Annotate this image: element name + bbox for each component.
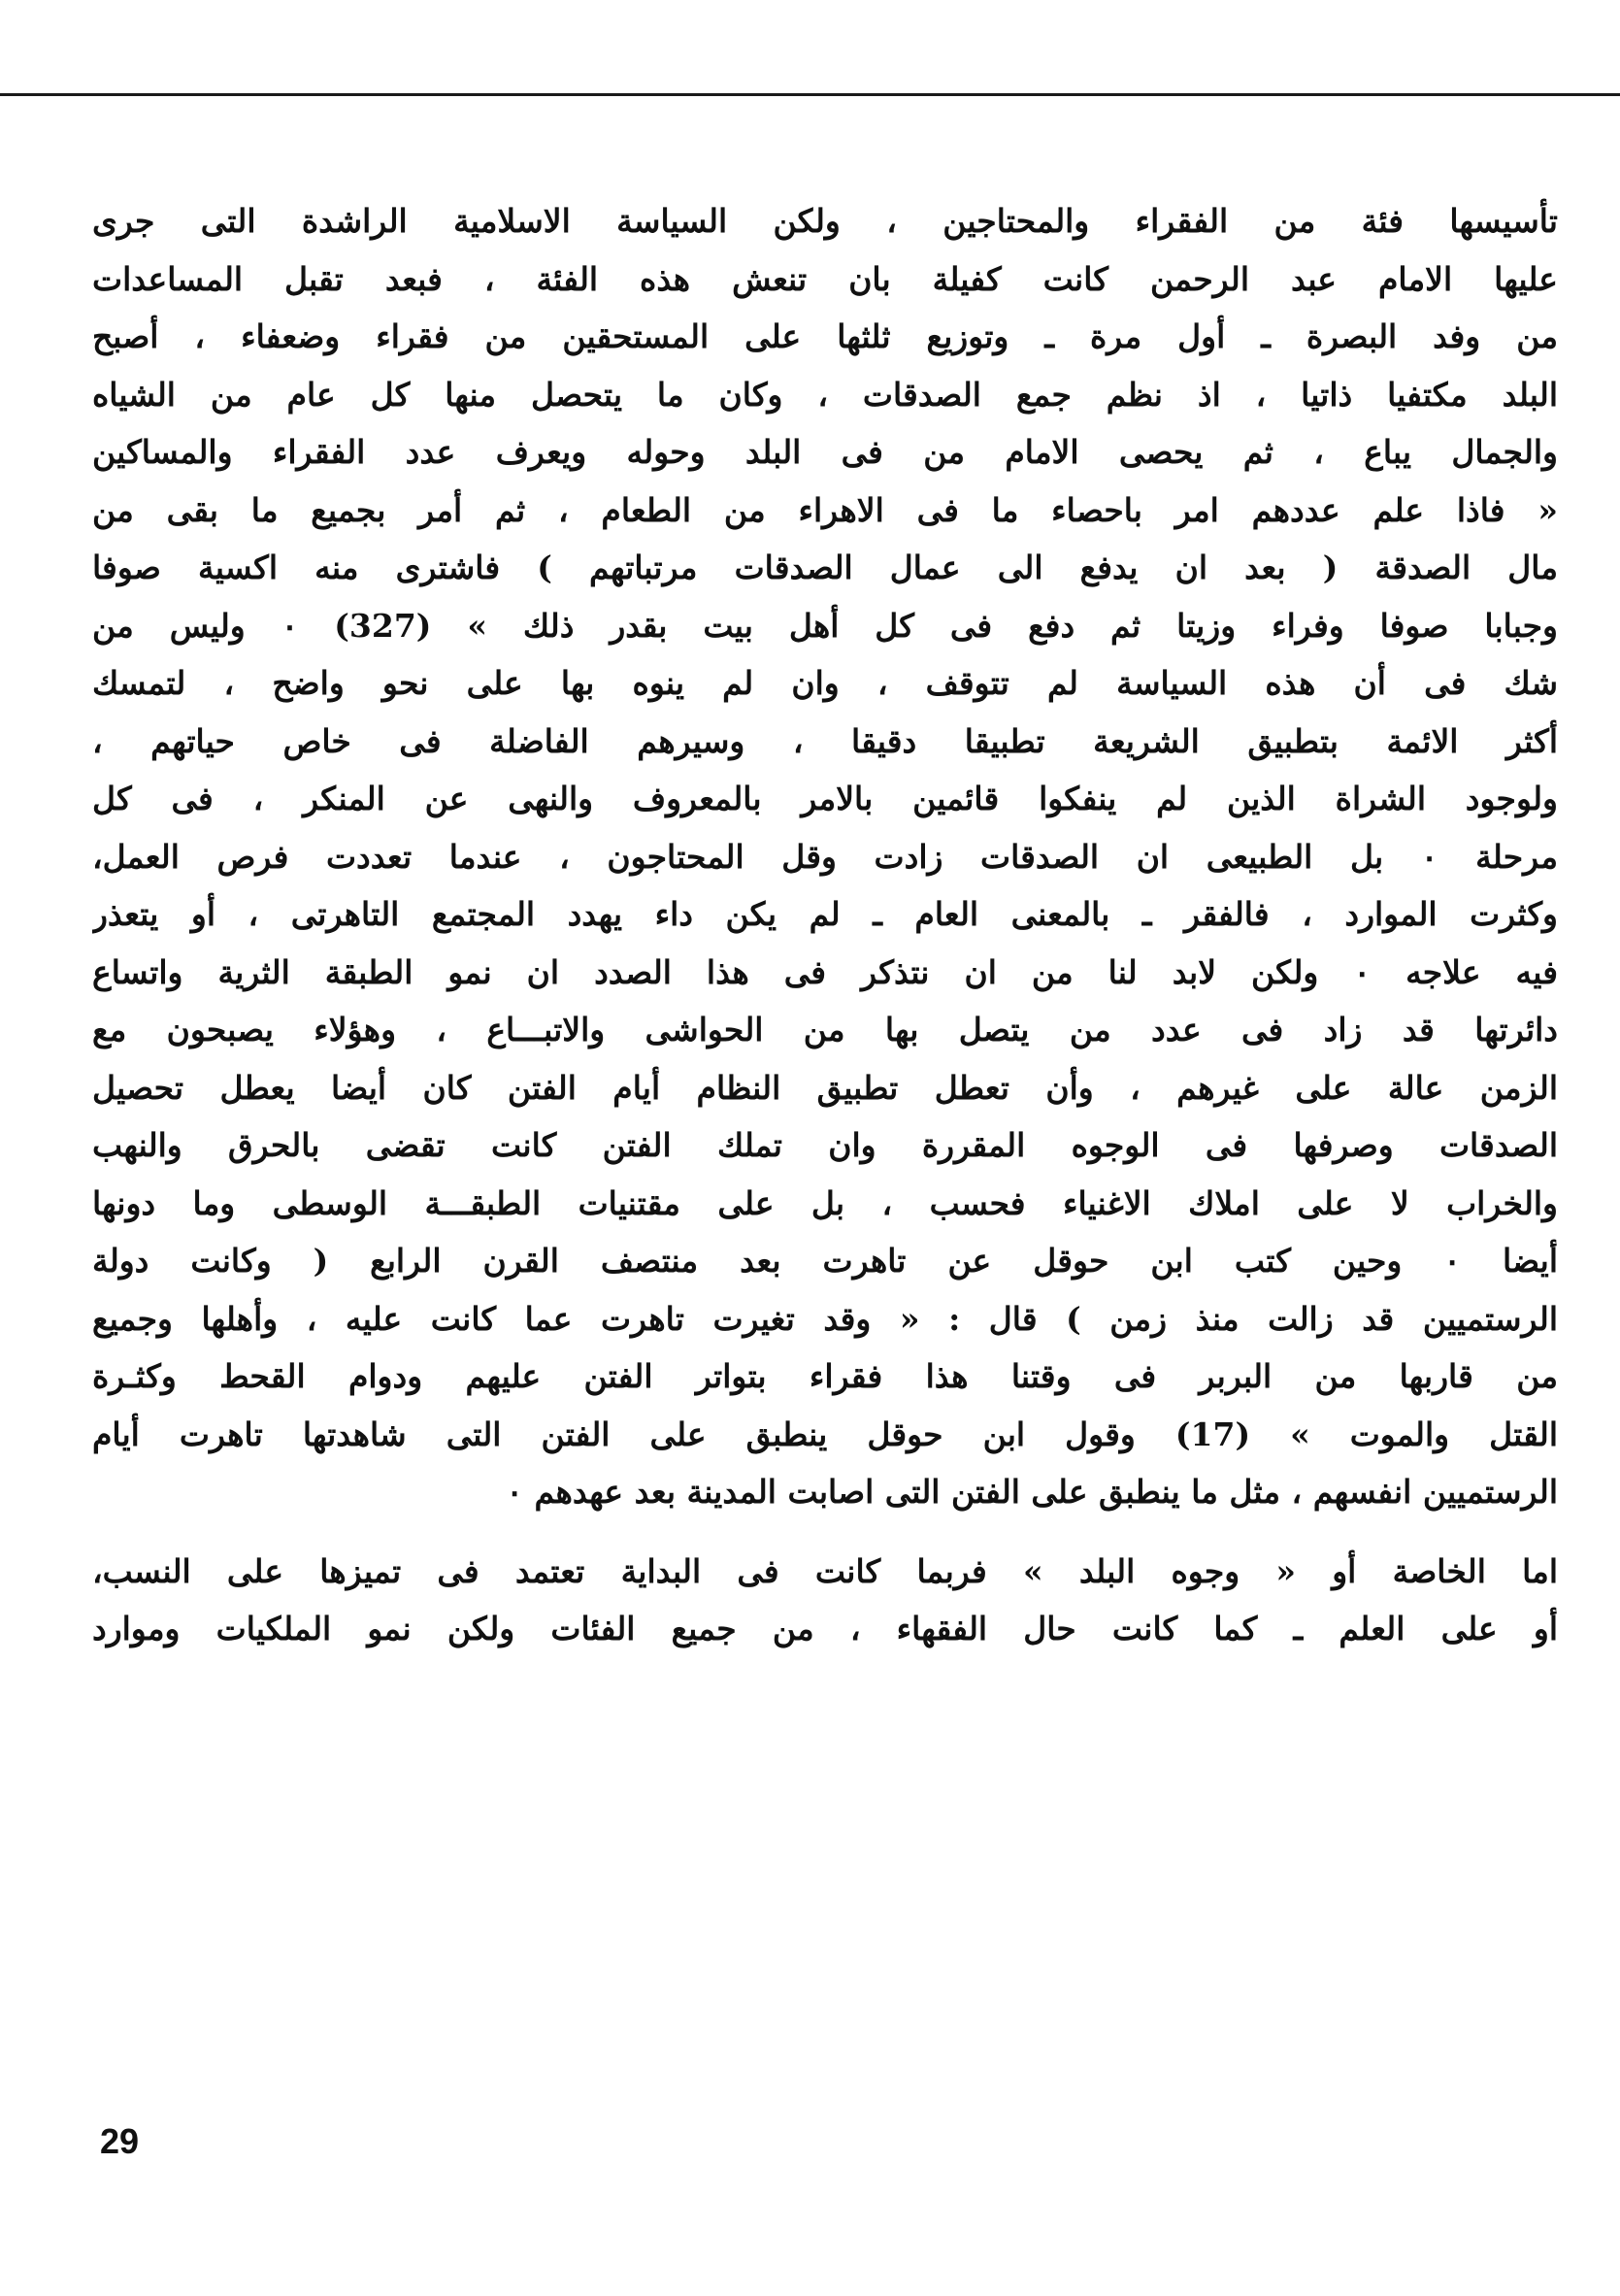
page-number: 29	[100, 2121, 140, 2161]
text-line: ولوجود الشراة الذين لم ينفكوا قائمين بالامر بالمعروف والنهى عن المنكر ، فى كل	[92, 780, 1558, 817]
page-body	[92, 192, 1558, 1658]
text-line: اما الخاصة أو « وجوه البلد » فربما كانت فى البداية تعتمد فى تميزها على النسب،	[92, 1551, 1558, 1590]
text-line: الزمن عالة على غيرهم ، وأن تعطل تطبيق النظام أيام الفتن كان أيضا يعطل تحصيل	[92, 1068, 1558, 1107]
text-line: فيه علاجه ٠ ولكن لابد لنا من ان نتذكر فى هذا الصدد ان نمو الطبقة الثرية واتساع	[92, 952, 1558, 991]
text-line: أكثر الائمة بتطبيق الشريعة تطبيقا دقيقا ، وسيرهم الفاضلة فى خاص حياتهم ،	[92, 721, 1558, 760]
text-line: شك فى أن هذه السياسة لم تتوقف ، وان لم ينوه بها على نحو واضح ، لتمسك	[92, 664, 1558, 702]
top-rule	[0, 93, 1620, 96]
text-line: والجمال يباع ، ثم يحصى الامام من فى البلد وحوله ويعرف عدد الفقراء والمساكين	[92, 433, 1558, 471]
text-line: « فاذا علم عددهم امر باحصاء ما فى الاهراء من الطعام ، ثم أمر بجميع ما بقى من	[92, 490, 1558, 529]
text-line: عليها الامام عبد الرحمن كانت كفيلة بان تنعش هذه الفئة ، فبعد تقبل المساعدات	[92, 259, 1558, 298]
text-line: من قاربها من البربر فى وقتنا هذا فقراء بتواتر الفتن عليهم ودوام القحط وكثـرة	[92, 1357, 1558, 1395]
text-line: تأسيسها فئة من الفقراء والمحتاجين ، ولكن السياسة الاسلامية الراشدة التى جرى	[92, 202, 1558, 240]
text-line: مال الصدقة ( بعد ان يدفع الى عمال الصدقات مرتباتهم ) فاشترى منه اكسية صوفا	[92, 549, 1558, 586]
text-line: القتل والموت » (17) وقول ابن حوقل ينطبق على الفتن التى شاهدتها تاهرت أيام	[92, 1414, 1558, 1453]
paragraph-2	[92, 1543, 1558, 1658]
paragraph-gap	[92, 1521, 1558, 1543]
text-line: وكثرت الموارد ، فالفقر ـ بالمعنى العام ـ لم يكن داء يهدد المجتمع التاهرتى ، أو يتعذر	[92, 895, 1558, 933]
text-line: الرستميين قد زالت منذ زمن ) قال : « وقد تغيرت تاهرت عما كانت عليه ، وأهلها وجميع	[92, 1299, 1558, 1338]
text-line: من وفد البصرة ـ أول مرة ـ وتوزيع ثلثها على المستحقين من فقراء وضعفاء ، أصبح	[92, 317, 1558, 355]
paragraph-1	[92, 192, 1558, 1521]
text-line: أو على العلم ـ كما كانت حال الفقهاء ، من جميع الفئات ولكن نمو الملكيات وموارد	[92, 1610, 1558, 1647]
text-line: الصدقات وصرفها فى الوجوه المقررة وان تملك الفتن كانت تقضى بالحرق والنهب	[92, 1126, 1558, 1164]
text-line: مرحلة ٠ بل الطبيعى ان الصدقات زادت وقل المحتاجون ، عندما تعددت فرص العمل،	[92, 837, 1558, 876]
text-line: البلد مكتفيا ذاتيا ، اذ نظم جمع الصدقات ، وكان ما يتحصل منها كل عام من الشياه	[92, 375, 1558, 414]
text-line: دائرتها قد زاد فى عدد من يتصل بها من الحواشى والاتبـــاع ، وهؤلاء يصبحون مع	[92, 1011, 1558, 1048]
text-line: وجبابا صوفا وفراء وزيتا ثم دفع فى كل أهل بيت بقدر ذلك » (327) ٠ وليس من	[92, 606, 1558, 645]
text-line: أيضا ٠ وحين كتب ابن حوقل عن تاهرت بعد منتصف القرن الرابع ( وكانت دولة	[92, 1242, 1558, 1280]
text-line: الرستميين انفسهم ، مثل ما ينطبق على الفتن التى اصابت المدينة بعد عهدهم ٠	[506, 1473, 1558, 1511]
text-line: والخراب لا على املاك الاغنياء فحسب ، بل على مقتنيات الطبقـــة الوسطى وما دونها	[92, 1183, 1558, 1222]
